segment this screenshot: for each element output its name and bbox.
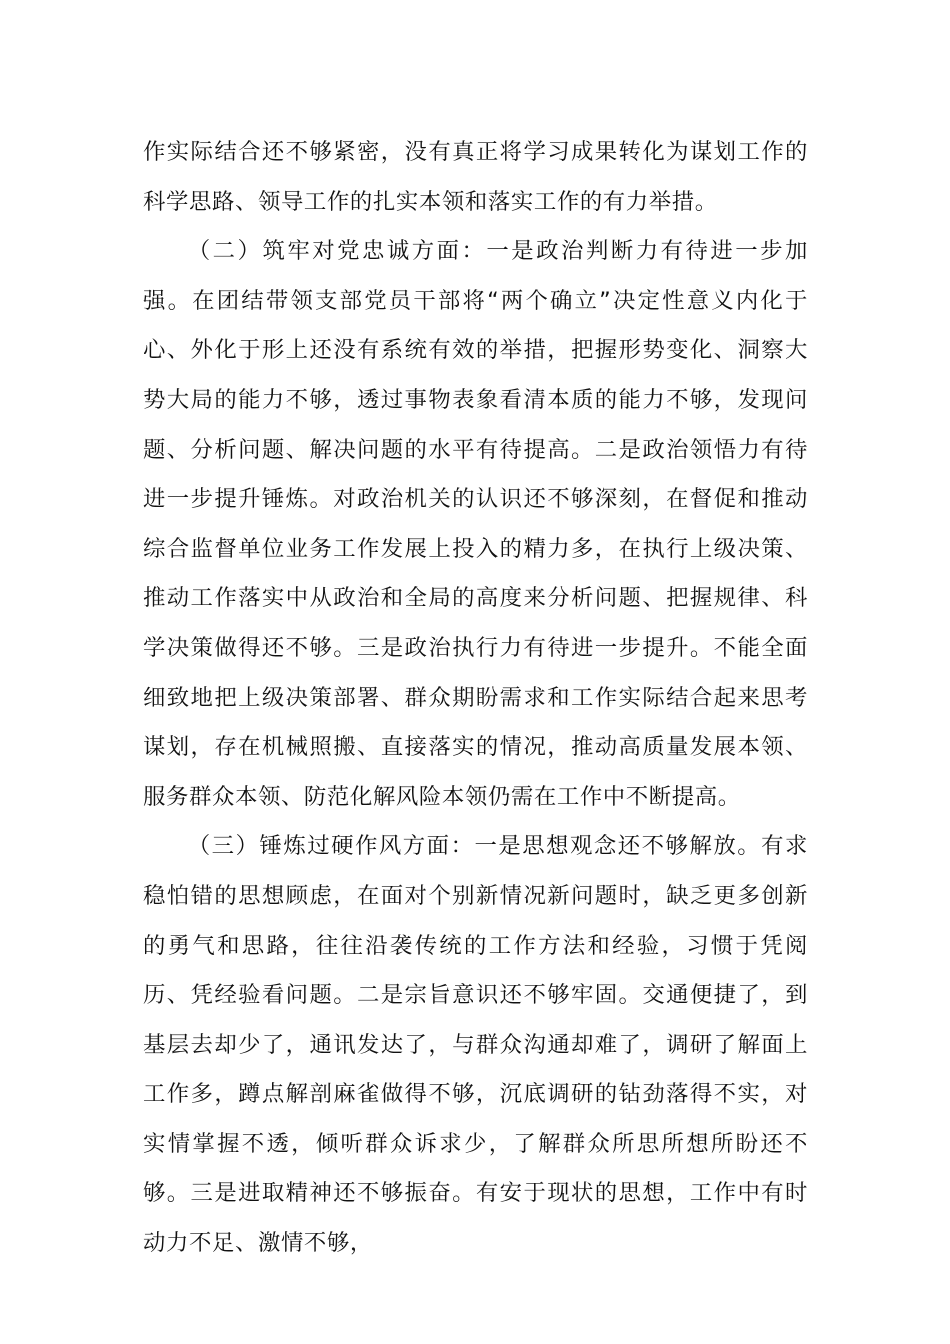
paragraph-loyalty: （二）筑牢对党忠诚方面：一是政治判断力有待进一步加强。在团结带领支部党员干部将“两个确立”决定性意义内化于心、外化于形上还没有系统有效的举措，把握形势变化、洞察大势大局的能力不够，透过事物表象看清本质的能力不够，发现问题、分析问题、解决问题的水平有待提高。二是政治领悟力有待进一步提升锤炼。对政治机关的认识还不够深刻，在督促和推动综合监督单位业务工作发展上投入的精力多，在执行上级决策、推动工作落实中从政治和全局的高度来分析问题、把握规律、科学决策做得还不够。三是政治执行力有待进一步提升。不能全面细致地把上级决策部署、群众期盼需求和工作实际结合起来思考谋划，存在机械照搬、直接落实的情况，推动高质量发展本领、服务群众本领、防范化解风险本领仍需在工作中不断提高。 xyxy=(143,238,808,810)
paragraph-work-style: （三）锤炼过硬作风方面：一是思想观念还不够解放。有求稳怕错的思想顾虑，在面对个别新情况新问题时，缺乏更多创新的勇气和思路，往往沿袭传统的工作方法和经验，习惯于凭阅历、凭经验看问题。二是宗旨意识还不够牢固。交通便捷了，到基层去却少了，通讯发达了，与群众沟通却难了，调研了解面上工作多，蹲点解剖麻雀做得不够，沉底调研的钻劲落得不实，对实情掌握不透，倾听群众诉求少，了解群众所思所想所盼还不够。三是进取精神还不够振奋。有安于现状的思想，工作中有时动力不足、激情不够， xyxy=(143,833,808,1257)
document-body xyxy=(143,128,808,1269)
paragraph-continuation: 作实际结合还不够紧密，没有真正将学习成果转化为谋划工作的科学思路、领导工作的扎实本领和落实工作的有力举措。 xyxy=(143,139,808,215)
